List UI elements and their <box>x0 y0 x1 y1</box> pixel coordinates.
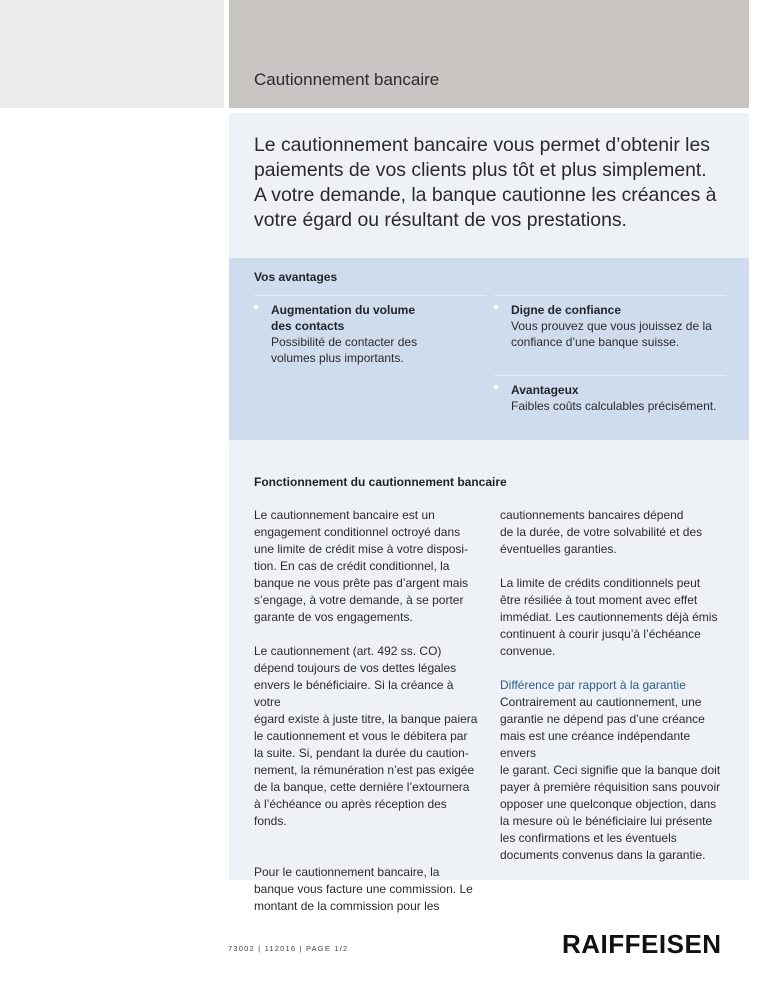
title-bar <box>229 0 749 108</box>
text-line: nement, la rémunération n’est pas exigée <box>254 763 475 777</box>
text-line: Pour le cautionnement bancaire, la <box>254 865 440 879</box>
text-line: tion. En cas de crédit conditionnel, la <box>254 559 450 573</box>
paragraph <box>254 507 482 626</box>
raiffeisen-logo: RAIFFEISEN <box>562 929 722 959</box>
bullet-icon <box>494 305 498 309</box>
intro-line: Le cautionnement bancaire vous permet d’obtenir les <box>254 134 710 156</box>
benefit-title <box>271 302 486 334</box>
intro-panel <box>229 113 749 258</box>
benefits-heading: Vos avantages <box>254 270 338 284</box>
bullet-icon <box>494 385 498 389</box>
benefit-desc-line: volumes plus importants. <box>271 351 404 365</box>
benefit-description <box>271 334 486 366</box>
text-line: être résiliée à tout moment avec effet <box>500 593 698 607</box>
text-line: de la durée, de votre solvabilité et des <box>500 525 703 539</box>
benefit-description <box>511 398 726 414</box>
text-line: la suite. Si, pendant la durée du caution- <box>254 746 469 760</box>
text-line: banque ne vous prête pas d’argent mais <box>254 576 469 590</box>
benefit-title <box>511 302 726 318</box>
benefit-desc-line: Vous prouvez que vous jouissez de la <box>511 319 712 333</box>
benefits-panel <box>229 258 749 440</box>
header-decor-block <box>0 0 224 108</box>
benefit-item <box>494 295 726 350</box>
paragraph <box>254 864 482 915</box>
intro-line: votre égard ou résultant de vos prestations. <box>254 209 627 231</box>
benefit-desc-line: Possibilité de contacter des <box>271 335 418 349</box>
benefit-desc-line: Faibles coûts calculables précisément. <box>511 399 717 413</box>
paragraph <box>254 643 482 830</box>
benefit-title-line: Augmentation du volume <box>271 303 415 317</box>
text-line: une limite de crédit mise à votre disposi- <box>254 542 469 556</box>
text-line: Le cautionnement bancaire est un <box>254 508 435 522</box>
text-line: La limite de crédits conditionnels peut <box>500 576 701 590</box>
text-line: fonds. <box>254 814 287 828</box>
text-line: banque vous facture une commission. Le <box>254 882 473 896</box>
text-line: s’engage, à votre demande, à se porter <box>254 593 464 607</box>
left-column <box>254 507 482 932</box>
text-line: envers le bénéficiaire. Si la créance à votre <box>254 678 454 709</box>
text-line: la mesure où le bénéficiaire lui présente <box>500 814 713 828</box>
difference-subheading: Différence par rapport à la garantie <box>500 678 686 692</box>
text-line: dépend toujours de vos dettes légales <box>254 661 457 675</box>
text-line: à l’échéance ou après réception des <box>254 797 447 811</box>
benefit-title-line: Digne de confiance <box>511 303 622 317</box>
benefit-title-line: des contacts <box>271 319 345 333</box>
paragraph <box>500 507 728 558</box>
functioning-heading: Fonctionnement du cautionnement bancaire <box>254 475 507 489</box>
intro-text <box>254 133 724 233</box>
text-line: opposer une quelconque objection, dans <box>500 797 717 811</box>
text-line: Contrairement au cautionnement, une <box>500 695 702 709</box>
benefit-desc-line: confiance d’une banque suisse. <box>511 335 680 349</box>
text-line: mais est une créance indépendante envers <box>500 729 691 760</box>
text-line: documents convenus dans la garantie. <box>500 848 706 862</box>
paragraph <box>500 575 728 660</box>
text-line: continuent à courir jusqu’à l’échéance <box>500 627 701 641</box>
functioning-panel <box>229 440 749 913</box>
benefit-title-line: Avantageux <box>511 383 579 397</box>
right-column <box>500 507 728 881</box>
benefit-title <box>511 382 726 398</box>
text-line: convenue. <box>500 644 556 658</box>
intro-line: paiements de vos clients plus tôt et plus simplement. <box>254 159 707 181</box>
text-line: Le cautionnement (art. 492 ss. CO) <box>254 644 442 658</box>
difference-section <box>500 677 728 864</box>
text-line: de la banque, cette dernière l’extournera <box>254 780 470 794</box>
text-line: égard existe à juste titre, la banque paiera <box>254 712 478 726</box>
footer-page-info: 73002 | 112016 | PAGE 1/2 <box>228 944 349 953</box>
text-line: éventuelles garanties. <box>500 542 617 556</box>
text-line: garante de vos engagements. <box>254 610 413 624</box>
text-line: montant de la commission pour les <box>254 899 440 913</box>
benefit-item <box>254 295 486 366</box>
bullet-icon <box>254 305 258 309</box>
text-line: immédiat. Les cautionnements déjà émis <box>500 610 718 624</box>
text-line: les confirmations et les éventuels <box>500 831 677 845</box>
benefit-description <box>511 318 726 350</box>
text-line: cautionnements bancaires dépend <box>500 508 684 522</box>
intro-line: A votre demande, la banque cautionne les créances à <box>254 184 717 206</box>
text-line: le cautionnement et vous le débitera par <box>254 729 468 743</box>
text-line: garantie ne dépend pas d’une créance <box>500 712 705 726</box>
text-line: engagement conditionnel octroyé dans <box>254 525 461 539</box>
text-line: le garant. Ceci signifie que la banque doit <box>500 763 721 777</box>
benefit-item <box>494 375 726 414</box>
text-line: payer à première réquisition sans pouvoir <box>500 780 721 794</box>
page-title: Cautionnement bancaire <box>254 70 440 89</box>
